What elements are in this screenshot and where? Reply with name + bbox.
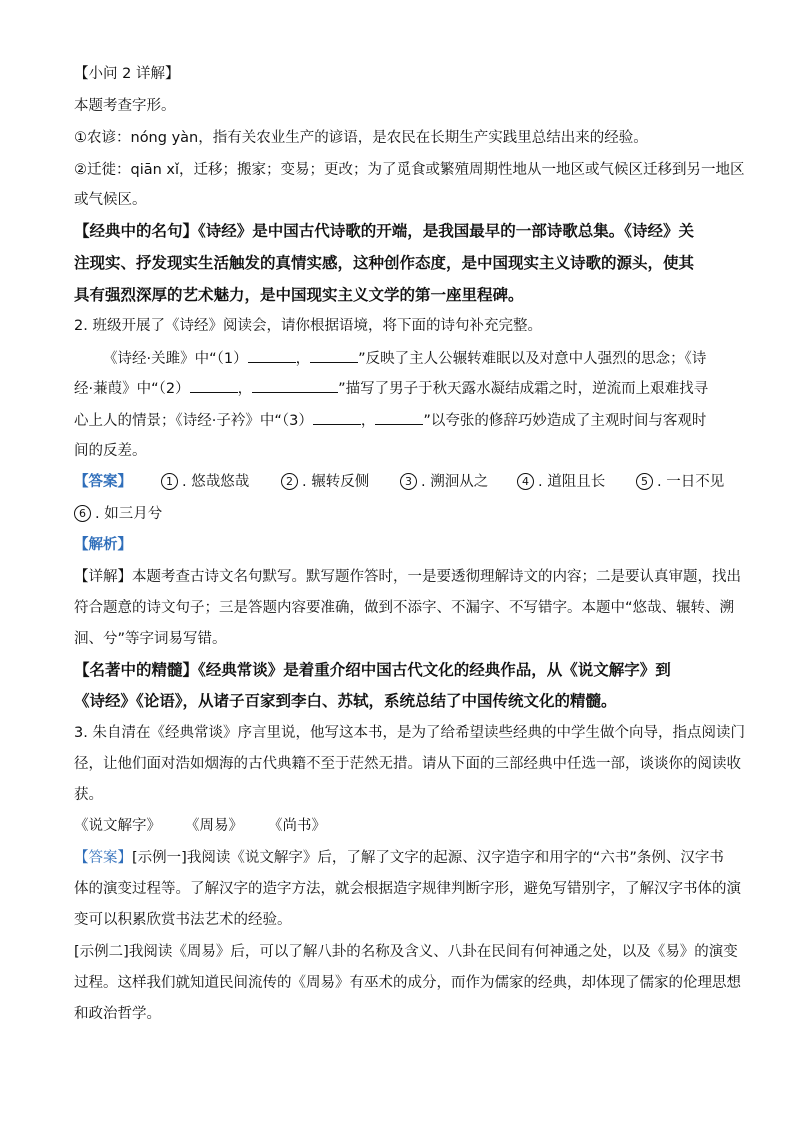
example-1-line-3: 变可以积累欣赏书法艺术的经验。 bbox=[74, 912, 292, 928]
answer-option-2 bbox=[281, 472, 369, 492]
classic-quote-note-line-1: 【经典中的名句】《诗经》是中国古代诗歌的开端，是我国最早的一部诗歌总集。《诗经》关 bbox=[74, 222, 695, 240]
passage-text: ， bbox=[295, 351, 311, 367]
example-2-line-2: 过程。这样我们就知道民间流传的《周易》有巫术的成分，而作为儒家的经典，却体现了儒家的伦理思想 bbox=[74, 975, 741, 991]
answer-option-6 bbox=[74, 504, 162, 524]
answer-label: 【答案】 bbox=[74, 850, 132, 866]
question-2-stem: 2. 班级开展了《诗经》阅读会，请你根据语境，将下面的诗句补充完整。 bbox=[74, 318, 542, 334]
passage-text: ”反映了主人公辗转难眠以及对意中人强烈的思念；《诗 bbox=[358, 351, 707, 367]
passage-text: ， bbox=[360, 413, 376, 429]
analysis-label: 【解析】 bbox=[74, 537, 132, 553]
question-3-line-3: 获。 bbox=[74, 787, 103, 803]
circled-number: 2 bbox=[281, 473, 298, 490]
sub-question-heading: 【小问 2 详解】 bbox=[74, 66, 180, 82]
answer-option-1 bbox=[161, 472, 249, 492]
question-3-line-1: 3. 朱自清在《经典常谈》序言里说，他写这本书，是为了给希望读些经典的中学生做个向导，指点阅读门 bbox=[74, 725, 745, 741]
masterpiece-note-line-1: 【名著中的精髓】《经典常谈》是着重介绍中国古代文化的经典作品，从《说文解字》到 bbox=[74, 661, 671, 679]
passage-text: ， bbox=[237, 381, 253, 397]
fill-blank bbox=[375, 410, 423, 425]
detail-intro: 本题考查字形。 bbox=[74, 98, 176, 114]
passage-text: 《诗经·关雎》中“（1） bbox=[103, 351, 248, 367]
classic-quote-note-line-2: 注现实、抒发现实生活触发的真情实感，这种创作态度，是中国现实主义诗歌的源头，使其 bbox=[74, 254, 695, 272]
fill-blank bbox=[252, 378, 338, 393]
detail-line-3: 洄、兮”等字词易写错。 bbox=[74, 631, 227, 647]
detail-item-2-line-1: ②迁徙：qiān xǐ，迁移；搬家；变易；更改；为了觅食或繁殖周期性地从一地区或气候区迁移到另一地区 bbox=[74, 162, 745, 178]
question-3-line-2: 径，让他们面对浩如烟海的古代典籍不至于茫然无措。请从下面的三部经典中任选一部，谈谈你的阅读收 bbox=[74, 756, 741, 772]
classic-quote-note-line-3: 具有强烈深厚的艺术魅力，是中国现实主义文学的第一座里程碑。 bbox=[74, 286, 524, 304]
answer-text: . 辗转反侧 bbox=[302, 474, 370, 490]
question-2-passage-line-3 bbox=[74, 410, 706, 431]
fill-blank bbox=[190, 378, 238, 393]
fill-blank bbox=[310, 348, 358, 363]
answer-text: . 溯洄从之 bbox=[421, 474, 489, 490]
fill-blank bbox=[248, 348, 296, 363]
passage-text: ”描写了男子于秋天露水凝结成霜之时，逆流而上艰难找寻 bbox=[338, 381, 709, 397]
question-2-passage-line-1 bbox=[103, 348, 706, 369]
example-1-line-2: 体的演变过程等。了解汉字的造字方法，就会根据造字规律判断字形，避免写错别字，了解汉字书体的演 bbox=[74, 881, 741, 897]
answer-label: 【答案】 bbox=[74, 474, 132, 490]
circled-number: 1 bbox=[161, 473, 178, 490]
example-2-line-3: 和政治哲学。 bbox=[74, 1006, 161, 1022]
question-2-passage-line-2 bbox=[74, 378, 708, 399]
circled-number: 3 bbox=[400, 473, 417, 490]
passage-text: ”以夸张的修辞巧妙造成了主观时间与客观时 bbox=[423, 413, 707, 429]
answer-text: . 一日不见 bbox=[657, 474, 725, 490]
detail-item-2-line-2: 或气候区。 bbox=[74, 192, 147, 208]
question-2-passage-line-4: 间的反差。 bbox=[74, 443, 147, 459]
fill-blank bbox=[313, 410, 361, 425]
answer-option-4 bbox=[517, 472, 605, 492]
detail-line-2: 符合题意的诗文句子；三是答题内容要准确，做到不添字、不漏字、不写错字。本题中“悠哉、辗转、溯 bbox=[74, 600, 735, 616]
answer-text: . 道阻且长 bbox=[538, 474, 606, 490]
answer-option-5 bbox=[636, 472, 724, 492]
circled-number: 6 bbox=[74, 505, 91, 522]
book-option-2: 《周易》 bbox=[185, 818, 243, 834]
masterpiece-note-line-2: 《诗经》《论语》，从诸子百家到李白、苏轼，系统总结了中国传统文化的精髓。 bbox=[74, 692, 617, 710]
passage-text: 经·蒹葭》中“（2） bbox=[74, 381, 190, 397]
answer-option-3 bbox=[400, 472, 488, 492]
book-option-3: 《尚书》 bbox=[268, 818, 326, 834]
circled-number: 5 bbox=[636, 473, 653, 490]
example-text: [示例一]我阅读《说文解字》后，了解了文字的起源、汉字造字和用字的“六书”条例、汉字书 bbox=[132, 850, 724, 866]
passage-text: 心上人的情景；《诗经·子衿》中“（3） bbox=[74, 413, 313, 429]
example-1-line-1 bbox=[74, 848, 724, 868]
answer-text: . 悠哉悠哉 bbox=[182, 474, 250, 490]
detail-line-1: 【详解】本题考查古诗文名句默写。默写题作答时，一是要透彻理解诗文的内容；二是要认真审题，找出 bbox=[74, 569, 741, 585]
example-2-line-1: [示例二]我阅读《周易》后，可以了解八卦的名称及含义、八卦在民间有何神通之处，以及《易》的演变 bbox=[74, 944, 738, 960]
circled-number: 4 bbox=[517, 473, 534, 490]
detail-item-1: ①农谚：nóng yàn，指有关农业生产的谚语，是农民在长期生产实践里总结出来的经验。 bbox=[74, 130, 648, 146]
book-option-1: 《说文解字》 bbox=[74, 818, 161, 834]
answer-text: . 如三月兮 bbox=[95, 506, 163, 522]
